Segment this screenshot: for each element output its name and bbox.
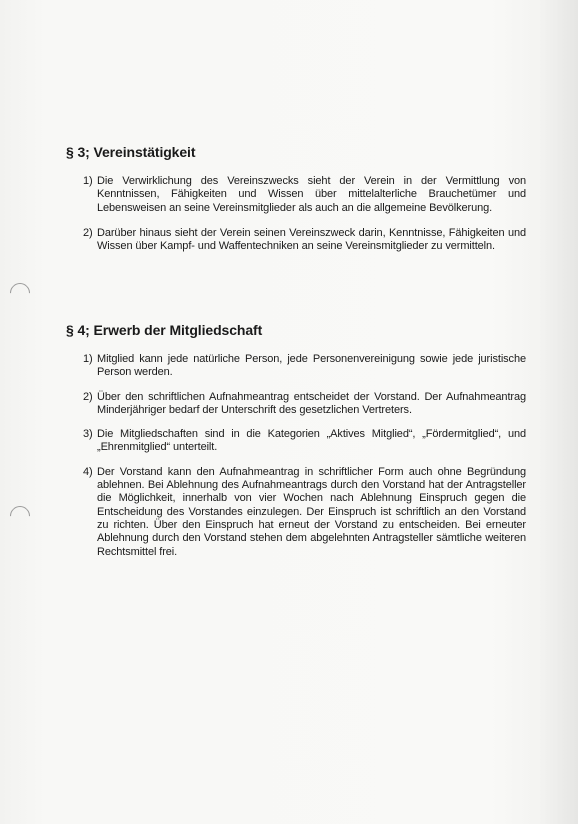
item-text: Darüber hinaus sieht der Verein seinen Vereinszweck darin, Kenntnisse, Fähigkeiten und Wissen über Kampf- und Waffentechniken an seine Vereinsmitglieder zu vermitteln. xyxy=(97,226,526,253)
section-heading: § 3; Vereinstätigkeit xyxy=(66,144,196,160)
list-item xyxy=(66,428,526,455)
list-item xyxy=(66,227,526,254)
list-item xyxy=(66,353,526,380)
item-text: Über den schriftlichen Aufnahmeantrag entscheidet der Vorstand. Der Aufnahmeantrag Minderjähriger bedarf der Unterschrift des gesetzlichen Vertreters. xyxy=(97,390,526,416)
section-vereinstaetigkeit xyxy=(66,144,526,253)
section-item-list xyxy=(66,353,526,559)
section-heading: § 4; Erwerb der Mitgliedschaft xyxy=(66,322,263,338)
item-number: 2) xyxy=(83,390,93,403)
list-item xyxy=(66,175,526,215)
section-erwerb-der-mitgliedschaft xyxy=(66,322,526,559)
list-item xyxy=(66,466,526,559)
item-number: 1) xyxy=(83,175,93,187)
item-number: 4) xyxy=(83,465,93,478)
item-number: 1) xyxy=(83,353,93,365)
item-text: Die Verwirklichung des Vereinszwecks sieht der Verein in der Vermittlung von Kenntnissen, Fähigkeiten und Wissen über mittelalterliche Brauchetümer und Lebensweisen an seine Vereinsmitglieder als auch an die allgemeine Bevölkerung. xyxy=(97,175,526,214)
page-edge-shadow xyxy=(538,0,578,824)
list-item xyxy=(66,391,526,418)
item-number: 3) xyxy=(83,428,93,441)
item-text: Mitglied kann jede natürliche Person, jede Personenvereinigung sowie jede juristische Person werden. xyxy=(97,353,526,379)
punch-hole-top xyxy=(6,279,34,307)
punch-hole-bottom xyxy=(6,502,34,530)
item-text: Der Vorstand kann den Aufnahmeantrag in schriftlicher Form auch ohne Begründung ablehnen. Bei Ablehnung des Aufnahmeantrags durch den Vorstand hat der Antragsteller die Möglichkeit, innerhalb von vier Wochen nach Ablehnung Einspruch gegen die Entscheidung des Vorstandes einzulegen. Der Einspruch ist schriftlich an den Vorstand zu richten. Über den Einspruch hat erneut der Vorstand zu entscheiden. Bei erneuter Ablehnung durch den Vorstand stehen dem abgelehnten Antragsteller sämtliche weiteren Rechtsmittel frei. xyxy=(97,465,526,558)
section-item-list xyxy=(66,175,526,253)
item-text: Die Mitgliedschaften sind in die Kategorien „Aktives Mitglied“, „Fördermitglied“, und „Ehrenmitglied“ unterteilt. xyxy=(97,428,526,454)
item-number: 2) xyxy=(83,226,93,239)
